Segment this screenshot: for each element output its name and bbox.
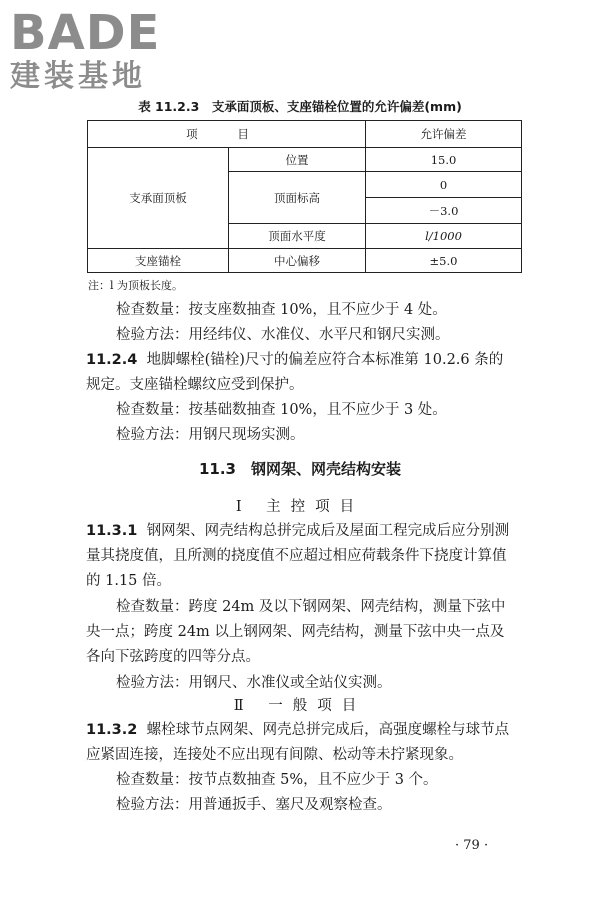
- logo-subtitle: 建装基地: [10, 59, 146, 94]
- paragraph-check-quantity-2: 检查数量：按基础数抽查 10%，且不应少于 3 处。: [116, 402, 447, 418]
- header-item: 项 目: [88, 121, 366, 148]
- table-caption: 表 11.2.3 支承面顶板、支座锚栓位置的允许偏差(mm): [138, 99, 462, 114]
- clause-11-3-2: [86, 718, 516, 768]
- row-position-label: 位置: [229, 148, 366, 172]
- paragraph-check-quantity-1: 检查数量：按支座数抽查 10%，且不应少于 4 处。: [116, 302, 447, 318]
- paragraph-check-quantity-3: 检查数量：跨度 24m 及以下钢网架、网壳结构，测量下弦中央一点；跨度 24m 以上钢网架、网壳结构，测量下弦中央一点及各向下弦跨度的四等分点。: [86, 599, 506, 665]
- subheading-main-control: Ⅰ 主控项目: [235, 499, 365, 515]
- clause-number: 11.2.4: [86, 352, 138, 368]
- row-elevation-value-lower: －3.0: [366, 198, 522, 224]
- clause-text: 地脚螺栓(锚栓)尺寸的偏差应符合本标准第 10.2.6 条的规定。支座锚栓螺纹应受到保护。: [86, 352, 504, 393]
- clause-11-3-1: [86, 519, 516, 594]
- header-tolerance: 允许偏差: [366, 121, 522, 148]
- logo-mark: BADE: [10, 5, 161, 61]
- row-offset-label: 中心偏移: [229, 249, 366, 273]
- paragraph-check-quantity-4: 检查数量：按节点数抽查 5%，且不应少于 3 个。: [116, 772, 438, 788]
- table-note: 注：l 为顶板长度。: [88, 279, 184, 292]
- group-bearing-plate: 支承面顶板: [88, 148, 229, 249]
- row-elevation-value-upper: 0: [366, 172, 522, 198]
- group-anchor-bolt: 支座锚栓: [88, 249, 229, 273]
- paragraph-check-method-3: 检验方法：用钢尺、水准仪或全站仪实测。: [116, 675, 392, 691]
- section-title: 11.3 钢网架、网壳结构安装: [198, 460, 401, 478]
- subheading-general: Ⅱ 一般项目: [233, 698, 367, 714]
- row-offset-value: ±5.0: [366, 249, 522, 273]
- clause-text: 钢网架、网壳结构总拼完成后及屋面工程完成后应分别测量其挠度值，且所测的挠度值不应超过相应荷载条件下挠度计算值的 1.15 倍。: [86, 523, 510, 589]
- clause-number: 11.3.1: [86, 523, 138, 539]
- tolerance-table: [87, 120, 522, 273]
- clause-text: 螺栓球节点网架、网壳总拼完成后，高强度螺栓与球节点应紧固连接，连接处不应出现有间隙、松动等未拧紧现象。: [86, 722, 510, 763]
- row-level-label: 顶面水平度: [229, 224, 366, 249]
- row-position-value: 15.0: [366, 148, 522, 172]
- clause-number: 11.3.2: [86, 722, 138, 738]
- row-elevation-label: 顶面标高: [229, 172, 366, 224]
- page-number: · 79 ·: [455, 838, 489, 853]
- row-level-value: l/1000: [366, 224, 522, 249]
- clause-11-2-4: [86, 348, 516, 398]
- paragraph-check-method-1: 检验方法：用经纬仪、水准仪、水平尺和钢尺实测。: [116, 327, 450, 343]
- logo: [10, 5, 180, 94]
- paragraph-check-method-2: 检验方法：用钢尺现场实测。: [116, 427, 305, 443]
- paragraph-check-method-4: 检验方法：用普通扳手、塞尺及观察检查。: [116, 797, 392, 813]
